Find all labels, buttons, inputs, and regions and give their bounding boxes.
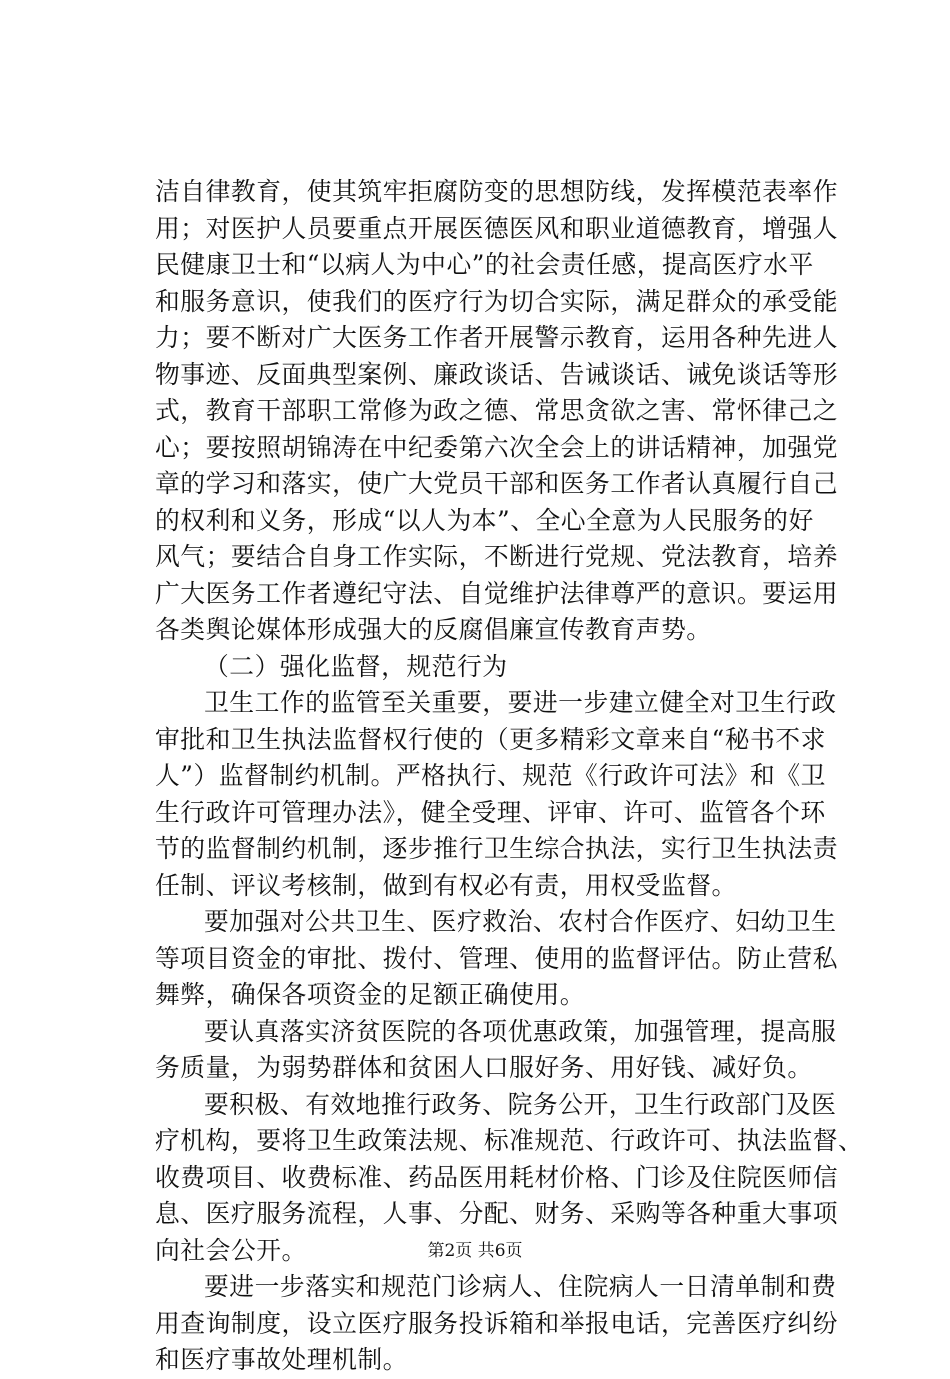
text-line: 要积极、有效地推行政务、院务公开，卫生行政部门及医 xyxy=(204,1089,837,1119)
text-line: 务质量，为弱势群体和贫困人口服好务、用好钱、减好负。 xyxy=(155,1053,813,1082)
text-line: 用查询制度，设立医疗服务投诉箱和举报电话，完善医疗纠纷 xyxy=(155,1308,839,1338)
text-line: 用；对医护人员要重点开展医德医风和职业道德教育，增强人 xyxy=(155,213,839,243)
text-line: 向社会公开。 xyxy=(155,1235,307,1265)
text-line: 任制、评议考核制，做到有权必有责，用权受监督。 xyxy=(155,870,737,900)
text-line: 审批和卫生执法监督权行使的（更多精彩文章来自“秘书不求 xyxy=(155,724,826,754)
text-line: 等项目资金的审批、拨付、管理、使用的监督评估。防止营私 xyxy=(155,943,839,973)
text-line: 息、医疗服务流程，人事、分配、财务、采购等各种重大事项 xyxy=(155,1199,839,1228)
text-line: 要认真落实济贫医院的各项优惠政策，加强管理，提高服 xyxy=(204,1016,837,1046)
section-heading: （二）强化监督，规范行为 xyxy=(204,651,508,681)
text-line: 舞弊，确保各项资金的足额正确使用。 xyxy=(155,980,586,1009)
text-line: 要进一步落实和规范门诊病人、住院病人一日清单制和费 xyxy=(204,1272,837,1301)
text-line: 生行政许可管理办法》，健全受理、评审、许可、监管各个环 xyxy=(155,797,826,827)
text-line: 各类舆论媒体形成强大的反腐倡廉宣传教育声势。 xyxy=(155,615,712,644)
text-line: 人”）监督制约机制。严格执行、规范《行政许可法》和《卫 xyxy=(155,761,826,790)
text-line: 章的学习和落实，使广大党员干部和医务工作者认真履行自己 xyxy=(155,469,839,498)
text-line: 疗机构，要将卫生政策法规、标准规范、行政许可、执法监督、 xyxy=(155,1126,864,1155)
text-line: 收费项目、收费标准、药品医用耗材价格、门诊及住院医师信 xyxy=(155,1162,839,1192)
text-line: 风气；要结合自身工作实际，不断进行党规、党法教育，培养 xyxy=(155,542,839,571)
page-number-footer: 第2页 共6页 xyxy=(427,1241,523,1261)
text-line: 心；要按照胡锦涛在中纪委第六次全会上的讲话精神，加强党 xyxy=(155,432,839,462)
text-line: 广大医务工作者遵纪守法、自觉维护法律尊严的意识。要运用 xyxy=(155,578,839,608)
text-line: 的权利和义务，形成“以人为本”、全心全意为人民服务的好 xyxy=(155,505,814,535)
text-line: 要加强对公共卫生、医疗救治、农村合作医疗、妇幼卫生 xyxy=(204,907,837,936)
text-line: 式，教育干部职工常修为政之德、常思贪欲之害、常怀律己之 xyxy=(155,396,839,425)
text-line: 物事迹、反面典型案例、廉政谈话、告诫谈话、诫免谈话等形 xyxy=(155,359,839,389)
text-line: 卫生工作的监管至关重要，要进一步建立健全对卫生行政 xyxy=(204,688,837,717)
text-line: 节的监督制约机制，逐步推行卫生综合执法，实行卫生执法责 xyxy=(155,834,839,863)
text-line: 民健康卫士和“以病人为中心”的社会责任感，提高医疗水平 xyxy=(155,250,814,279)
document-body xyxy=(155,174,864,1379)
text-line: 洁自律教育，使其筑牢拒腐防变的思想防线，发挥模范表率作 xyxy=(155,177,839,206)
text-line: 和医疗事故处理机制。 xyxy=(155,1345,408,1374)
text-line: 力；要不断对广大医务工作者开展警示教育，运用各种先进人 xyxy=(155,323,839,352)
text-line: 和服务意识，使我们的医疗行为切合实际，满足群众的承受能 xyxy=(155,286,839,316)
